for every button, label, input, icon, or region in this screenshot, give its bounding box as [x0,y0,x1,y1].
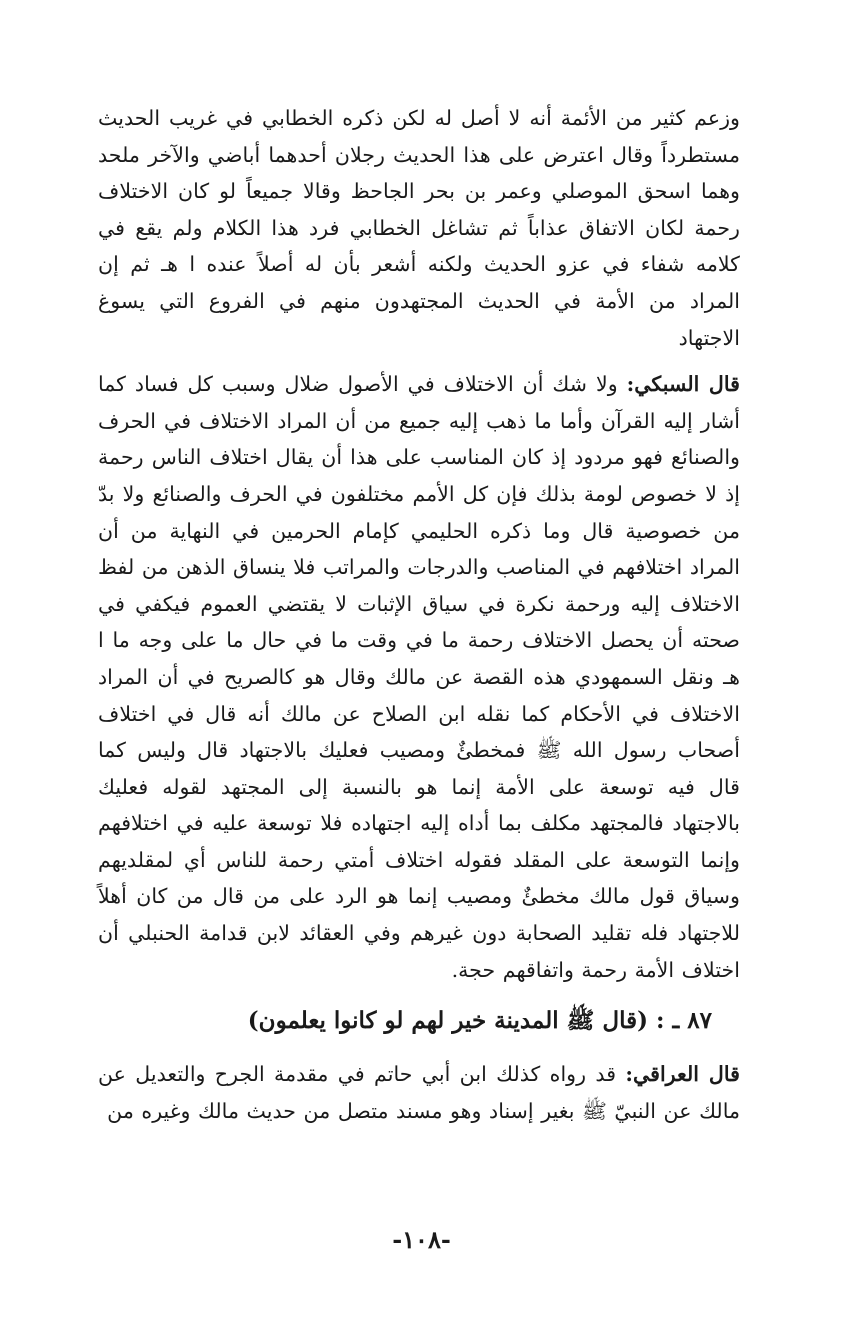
paragraph-3 [98,1056,740,1129]
page-content [98,100,740,1129]
paragraph-3-speaker: قال العراقي: [625,1062,740,1087]
paragraph-2 [98,366,740,988]
hadith-heading: ٨٧ ـ : (قال ﷺ المدينة خير لهم لو كانوا يعلمون) [247,1007,712,1035]
paragraph-2-speaker: قال السبكي: [626,372,741,397]
paragraph-1 [98,100,740,356]
paragraph-2-text: ولا شك أن الاختلاف في الأصول ضلال وسبب كل فساد كما أشار إليه القرآن وأما ما ذهب إليه جميع من أن المراد الاختلاف في الحرف والصنائع فهو مردود إذ كان المناسب على هذا أن يقال اختلاف الناس رحمة إذ لا خصوص لومة بذلك فإن كل الأمم مختلفون في الحرف والصنائع ولا بدّ من خصوصية قال وما ذكره الحليمي كإمام الحرمين في النهاية من أن المراد اختلافهم في المناصب والدرجات والمراتب فلا ينساق الذهن من لفظ الاختلاف إليه ورحمة نكرة في سياق الإثبات لا يقتضي العموم فيكفي في صحته أن يحصل الاختلاف رحمة ما في وقت ما في حال ما على وجه ما ا هـ ونقل السمهودي هذه القصة عن مالك وقال هو كالصريح في أن المراد الاختلاف في الأحكام كما نقله ابن الصلاح عن مالك أنه قال في اختلاف أصحاب رسول الله ﷺ فمخطئٌ ومصيب فعليك بالاجتهاد قال وليس كما قال فيه توسعة على الأمة إنما هو بالنسبة إلى المجتهد لقوله فعليك بالاجتهاد فالمجتهد مكلف بما أداه إليه اجتهاده فلا توسعة عليه في اختلافهم وإنما التوسعة على المقلد فقوله اختلاف أمتي رحمة للناس أي لمقلديهم وسياق قول مالك مخطئٌ ومصيب إنما هو الرد على من قال من كان أهلاً للاجتهاد فله تقليد الصحابة دون غيرهم وفي العقائد لابن قدامة الحنبلي أن اختلاف الأمة رحمة واتفاقهم حجة. [98,372,740,982]
paragraph-3-text: قد رواه كذلك ابن أبي حاتم في مقدمة الجرح والتعديل عن مالك عن النبيّ ﷺ بغير إسناد وهو مسند متصل من حديث مالك وغيره من [98,1062,740,1123]
page-number: -١٠٨- [392,1225,451,1254]
paragraph-1-text: وزعم كثير من الأئمة أنه لا أصل له لكن ذكره الخطابي في غريب الحديث مستطرداً وقال اعترض على هذا الحديث رجلان أحدهما أباضي والآخر ملحد وهما اسحق الموصلي وعمر بن بحر الجاحظ وقالا جميعاً لو كان الاختلاف رحمة لكان الاتفاق عذاباً ثم تشاغل الخطابي فرد هذا الكلام ولم يقع في كلامه شفاء في عزو الحديث ولكنه أشعر بأن له أصلاً عنده ا هـ ثم إن المراد من الأمة في الحديث المجتهدون منهم في الفروع التي يسوغ الاجتهاد [98,106,740,350]
